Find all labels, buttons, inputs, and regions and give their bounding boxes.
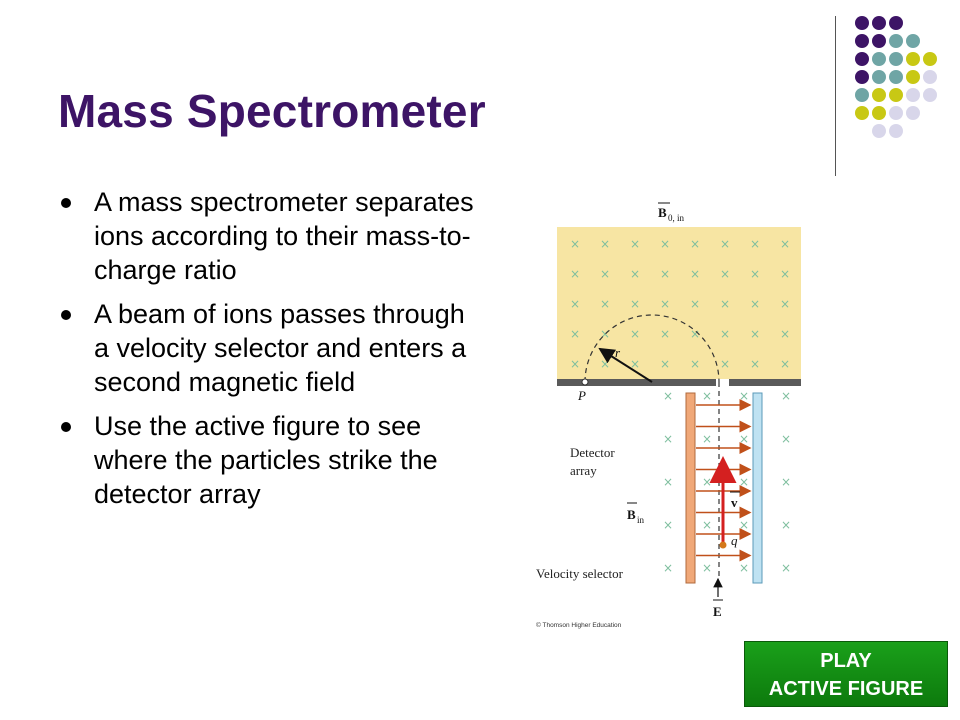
- field-x-mark: ×: [738, 432, 750, 446]
- field-x-mark: ×: [779, 357, 791, 371]
- charge-q-particle: [720, 542, 727, 549]
- decorative-dot: [923, 88, 937, 102]
- bullet-icon: [61, 310, 71, 320]
- field-x-mark: ×: [569, 267, 581, 281]
- field-x-mark: ×: [701, 432, 713, 446]
- field-x-mark: ×: [569, 327, 581, 341]
- mass-spectrometer-diagram: [520, 195, 820, 635]
- detector-label-line1: Detector: [570, 445, 615, 460]
- field-x-mark: ×: [689, 267, 701, 281]
- field-x-mark: ×: [629, 357, 641, 371]
- field-x-mark: ×: [701, 389, 713, 403]
- decorative-dot: [906, 106, 920, 120]
- decorative-dot: [889, 88, 903, 102]
- field-x-mark: ×: [569, 357, 581, 371]
- b0-subscript: 0, in: [668, 213, 685, 223]
- decorative-dot: [889, 106, 903, 120]
- field-x-mark: ×: [629, 267, 641, 281]
- decorative-dot: [872, 70, 886, 84]
- field-x-mark: ×: [629, 327, 641, 341]
- field-x-mark: ×: [738, 518, 750, 532]
- decorative-dot: [923, 52, 937, 66]
- field-x-mark: ×: [779, 237, 791, 251]
- field-x-mark: ×: [659, 237, 671, 251]
- bullet-list: [58, 185, 478, 521]
- field-x-mark: ×: [719, 237, 731, 251]
- field-x-mark: ×: [780, 389, 792, 403]
- decorative-dot: [855, 52, 869, 66]
- field-x-mark: ×: [659, 357, 671, 371]
- field-x-mark: ×: [689, 357, 701, 371]
- decorative-dot: [906, 70, 920, 84]
- decorative-dot: [872, 52, 886, 66]
- velocity-selector-plate-left: [686, 393, 695, 583]
- field-x-mark: ×: [719, 297, 731, 311]
- field-x-mark: ×: [738, 561, 750, 575]
- velocity-selector-label: Velocity selector: [536, 566, 623, 581]
- decorative-dot: [872, 124, 886, 138]
- field-x-mark: ×: [599, 237, 611, 251]
- field-x-mark: ×: [689, 297, 701, 311]
- decorative-dot: [889, 124, 903, 138]
- decorative-dot: [855, 16, 869, 30]
- decorative-dot: [906, 88, 920, 102]
- field-x-mark: ×: [662, 518, 674, 532]
- decorative-dot: [872, 88, 886, 102]
- field-x-mark: ×: [701, 475, 713, 489]
- active-figure-label: ACTIVE FIGURE: [768, 678, 924, 700]
- field-x-mark: ×: [689, 237, 701, 251]
- v-label: v: [731, 495, 738, 510]
- velocity-selector-plate-right: [753, 393, 762, 583]
- field-x-mark: ×: [659, 297, 671, 311]
- decorative-dot: [872, 106, 886, 120]
- decorative-dot: [906, 34, 920, 48]
- decorative-dot: [889, 70, 903, 84]
- field-x-mark: ×: [780, 432, 792, 446]
- q-label: q: [731, 533, 738, 548]
- bin-subscript: in: [637, 515, 645, 525]
- radius-label: r: [615, 345, 621, 360]
- decorative-dot: [889, 52, 903, 66]
- bullet-icon: [61, 422, 71, 432]
- field-x-mark: ×: [701, 518, 713, 532]
- slide-title: Mass Spectrometer: [58, 85, 486, 137]
- field-x-mark: ×: [569, 297, 581, 311]
- field-x-mark: ×: [599, 357, 611, 371]
- field-x-mark: ×: [749, 357, 761, 371]
- bin-label: B: [627, 507, 636, 522]
- b0-label: B: [658, 205, 667, 220]
- bullet-text: A mass spectrometer separates ions according to their mass-to-charge ratio: [94, 187, 474, 285]
- p-label: P: [578, 388, 586, 403]
- decorative-dot: [855, 88, 869, 102]
- field-x-mark: ×: [569, 237, 581, 251]
- upper-field-region: [557, 227, 801, 379]
- field-x-mark: ×: [749, 267, 761, 281]
- copyright-text: © Thomson Higher Education: [536, 622, 622, 629]
- field-x-mark: ×: [662, 561, 674, 575]
- bullet-item: [58, 297, 478, 399]
- field-x-mark: ×: [599, 297, 611, 311]
- field-x-mark: ×: [659, 267, 671, 281]
- field-x-mark: ×: [749, 297, 761, 311]
- field-x-mark: ×: [719, 267, 731, 281]
- field-x-mark: ×: [749, 237, 761, 251]
- play-active-figure-button[interactable]: [744, 641, 948, 707]
- bullet-text: Use the active figure to see where the particles strike the detector array: [94, 411, 438, 509]
- field-x-mark: ×: [662, 432, 674, 446]
- field-x-mark: ×: [780, 561, 792, 575]
- decorative-dot: [855, 70, 869, 84]
- field-x-mark: ×: [701, 561, 713, 575]
- field-x-mark: ×: [599, 267, 611, 281]
- field-x-mark: ×: [662, 389, 674, 403]
- field-x-mark: ×: [662, 475, 674, 489]
- field-x-mark: ×: [659, 327, 671, 341]
- bullet-item: [58, 185, 478, 287]
- field-x-mark: ×: [599, 327, 611, 341]
- field-x-mark: ×: [779, 297, 791, 311]
- field-x-mark: ×: [689, 327, 701, 341]
- lower-field-x-marks: [663, 389, 791, 575]
- decorative-dot: [872, 34, 886, 48]
- divider-line: [835, 16, 836, 176]
- decorative-dot: [855, 106, 869, 120]
- field-x-mark: ×: [629, 237, 641, 251]
- field-x-mark: ×: [719, 357, 731, 371]
- field-x-mark: ×: [779, 267, 791, 281]
- decorative-dot: [923, 70, 937, 84]
- field-x-mark: ×: [780, 475, 792, 489]
- field-x-mark: ×: [738, 475, 750, 489]
- field-x-mark: ×: [629, 297, 641, 311]
- field-x-mark: ×: [779, 327, 791, 341]
- bullet-text: A beam of ions passes through a velocity selector and enters a second magnetic field: [94, 299, 467, 397]
- detector-plate-left: [557, 379, 716, 386]
- point-p-marker: [582, 379, 588, 385]
- decorative-dot: [889, 34, 903, 48]
- field-x-mark: ×: [749, 327, 761, 341]
- decorative-dot: [906, 52, 920, 66]
- detector-label-line2: array: [570, 463, 597, 478]
- field-x-mark: ×: [738, 389, 750, 403]
- e-label: E: [713, 604, 722, 619]
- bullet-icon: [61, 198, 71, 208]
- field-x-mark: ×: [719, 327, 731, 341]
- play-label: PLAY: [820, 650, 872, 672]
- decorative-dot: [855, 34, 869, 48]
- field-x-mark: ×: [780, 518, 792, 532]
- bullet-item: [58, 409, 478, 511]
- detector-plate-right: [729, 379, 801, 386]
- decorative-dot: [872, 16, 886, 30]
- decorative-dot: [889, 16, 903, 30]
